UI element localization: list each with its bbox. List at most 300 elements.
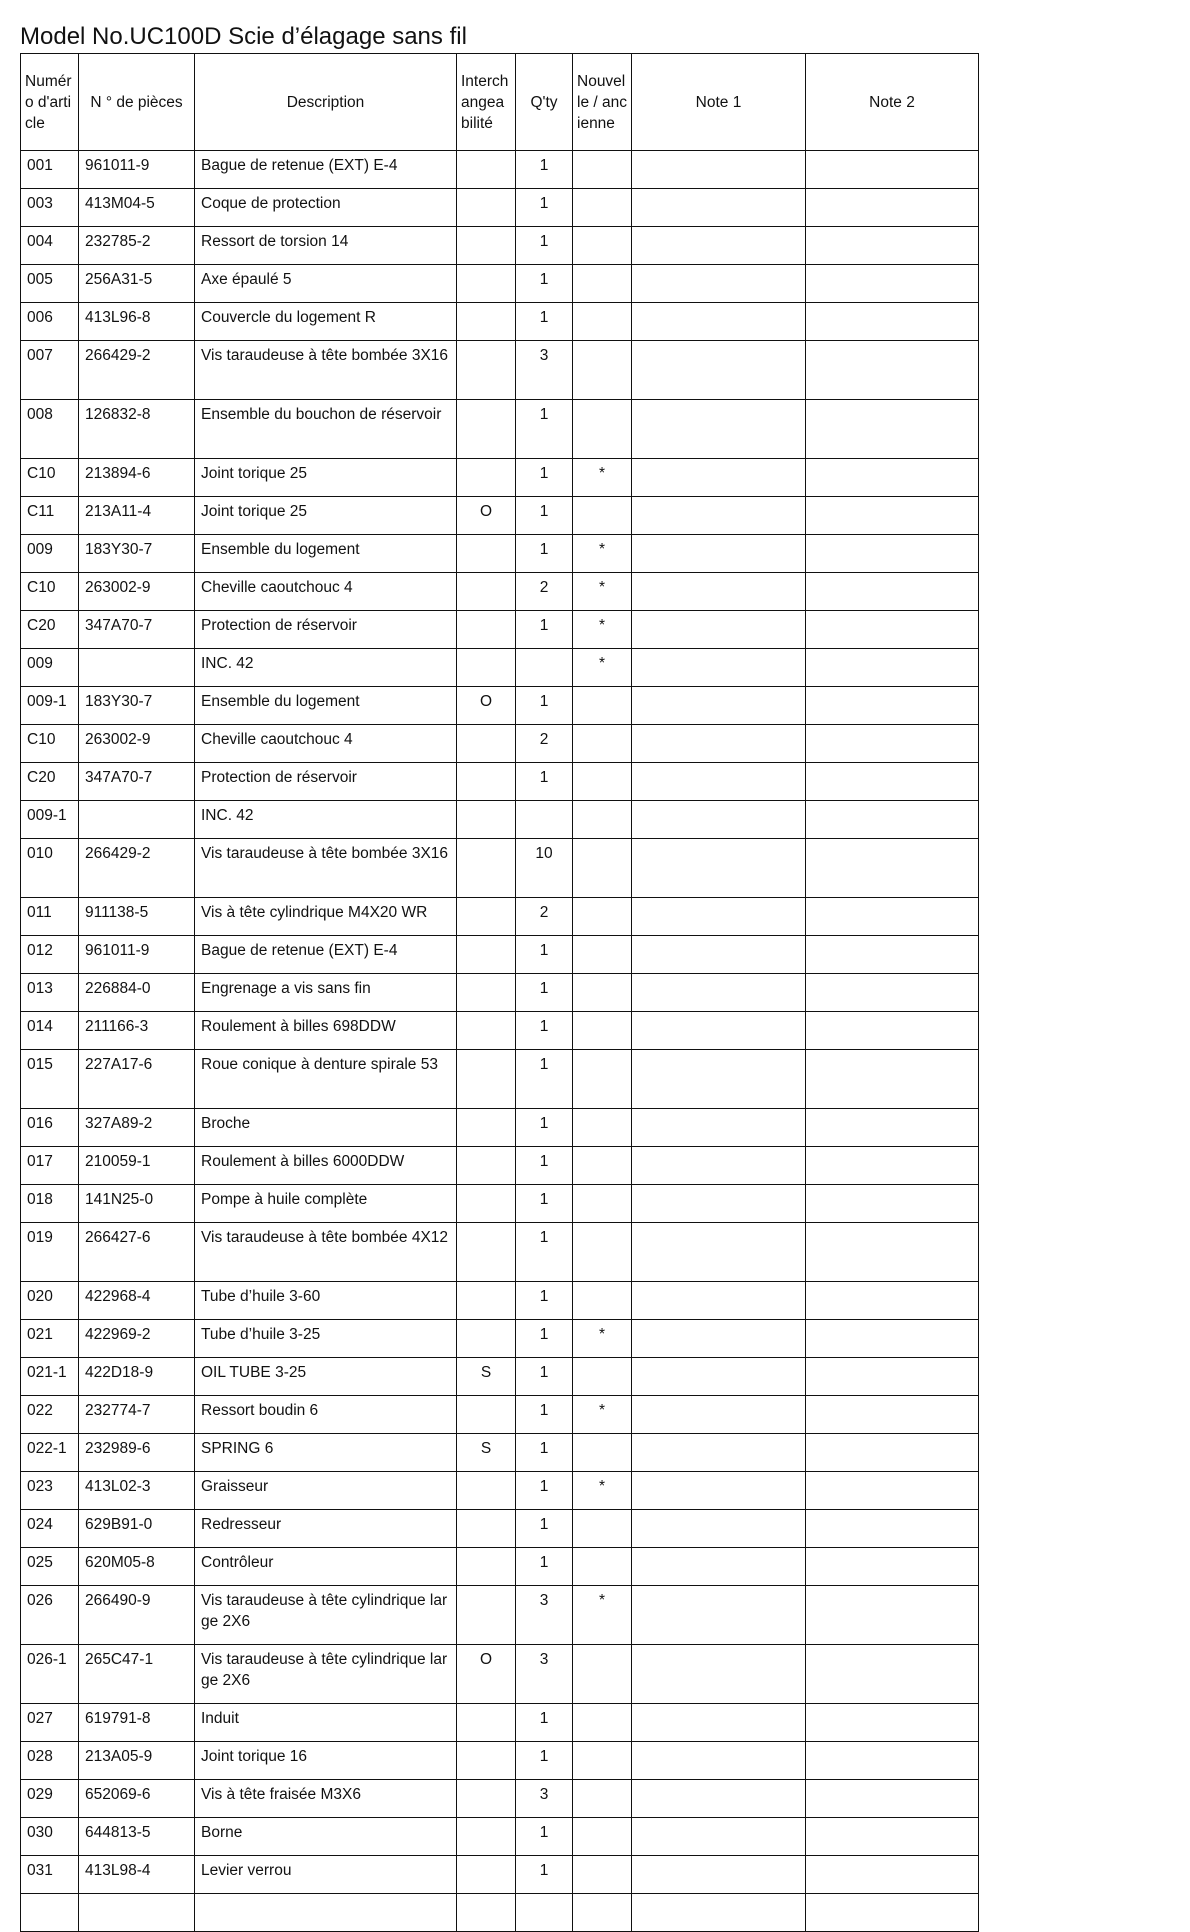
- table-row: [21, 459, 979, 497]
- cell-description: [195, 1894, 457, 1932]
- cell-note-2: [806, 611, 979, 649]
- cell-description: Ressort boudin 6: [195, 1396, 457, 1434]
- table-row: [21, 1012, 979, 1050]
- cell-quantity: 1: [516, 1320, 573, 1358]
- cell-quantity: 1: [516, 1472, 573, 1510]
- cell-interchangeability: [457, 1320, 516, 1358]
- header-item-number: Numéro d'article: [21, 54, 79, 151]
- cell-note-1: [632, 1780, 806, 1818]
- cell-description: Levier verrou: [195, 1856, 457, 1894]
- cell-quantity: 1: [516, 1510, 573, 1548]
- cell-new-old: *: [573, 1586, 632, 1645]
- table-row: [21, 151, 979, 189]
- cell-new-old: [573, 1894, 632, 1932]
- cell-part-number: 263002-9: [79, 573, 195, 611]
- cell-new-old: [573, 1510, 632, 1548]
- cell-item-number: 024: [21, 1510, 79, 1548]
- header-description: Description: [195, 54, 457, 151]
- cell-note-1: [632, 801, 806, 839]
- table-row: [21, 400, 979, 459]
- cell-item-number: 017: [21, 1147, 79, 1185]
- cell-note-2: [806, 1050, 979, 1109]
- table-row: [21, 611, 979, 649]
- cell-new-old: [573, 936, 632, 974]
- cell-description: Joint torique 25: [195, 459, 457, 497]
- cell-note-1: [632, 189, 806, 227]
- cell-quantity: 3: [516, 1586, 573, 1645]
- cell-quantity: 1: [516, 1185, 573, 1223]
- cell-item-number: 021-1: [21, 1358, 79, 1396]
- cell-note-2: [806, 1320, 979, 1358]
- cell-quantity: 3: [516, 1645, 573, 1704]
- cell-part-number: 232774-7: [79, 1396, 195, 1434]
- cell-interchangeability: [457, 303, 516, 341]
- page-title: Model No.UC100D Scie d’élagage sans fil: [20, 23, 467, 50]
- cell-note-1: [632, 1050, 806, 1109]
- cell-note-2: [806, 1510, 979, 1548]
- cell-item-number: 028: [21, 1742, 79, 1780]
- cell-interchangeability: [457, 649, 516, 687]
- cell-quantity: 1: [516, 1434, 573, 1472]
- cell-item-number: 015: [21, 1050, 79, 1109]
- cell-interchangeability: [457, 1109, 516, 1147]
- cell-item-number: 029: [21, 1780, 79, 1818]
- cell-description: Roulement à billes 6000DDW: [195, 1147, 457, 1185]
- cell-item-number: 026: [21, 1586, 79, 1645]
- cell-part-number: 266490-9: [79, 1586, 195, 1645]
- cell-note-2: [806, 1894, 979, 1932]
- header-new-old: Nouvelle / ancienne: [573, 54, 632, 151]
- cell-note-2: [806, 1434, 979, 1472]
- cell-item-number: 022: [21, 1396, 79, 1434]
- cell-description: Ressort de torsion 14: [195, 227, 457, 265]
- table-row: [21, 573, 979, 611]
- cell-new-old: [573, 801, 632, 839]
- cell-description: Contrôleur: [195, 1548, 457, 1586]
- cell-note-2: [806, 189, 979, 227]
- cell-interchangeability: [457, 936, 516, 974]
- cell-interchangeability: [457, 1510, 516, 1548]
- cell-part-number: [79, 649, 195, 687]
- cell-interchangeability: S: [457, 1434, 516, 1472]
- cell-quantity: 1: [516, 1742, 573, 1780]
- cell-item-number: 016: [21, 1109, 79, 1147]
- cell-item-number: 009-1: [21, 687, 79, 725]
- cell-note-1: [632, 1586, 806, 1645]
- cell-quantity: 1: [516, 763, 573, 801]
- cell-note-1: [632, 1742, 806, 1780]
- cell-new-old: [573, 898, 632, 936]
- table-row: [21, 1818, 979, 1856]
- cell-item-number: 022-1: [21, 1434, 79, 1472]
- cell-quantity: 2: [516, 573, 573, 611]
- cell-new-old: [573, 1109, 632, 1147]
- cell-item-number: [21, 1894, 79, 1932]
- cell-description: Roulement à billes 698DDW: [195, 1012, 457, 1050]
- cell-interchangeability: [457, 1396, 516, 1434]
- cell-item-number: 018: [21, 1185, 79, 1223]
- cell-item-number: 005: [21, 265, 79, 303]
- cell-new-old: [573, 1856, 632, 1894]
- cell-new-old: [573, 1050, 632, 1109]
- table-row: [21, 1434, 979, 1472]
- header-quantity: Q'ty: [516, 54, 573, 151]
- cell-item-number: 007: [21, 341, 79, 400]
- cell-quantity: [516, 649, 573, 687]
- cell-new-old: [573, 227, 632, 265]
- cell-interchangeability: [457, 1282, 516, 1320]
- table-row: [21, 1645, 979, 1704]
- cell-new-old: [573, 1742, 632, 1780]
- cell-new-old: [573, 1818, 632, 1856]
- cell-note-1: [632, 341, 806, 400]
- cell-interchangeability: [457, 839, 516, 898]
- cell-description: Redresseur: [195, 1510, 457, 1548]
- table-body: [21, 151, 979, 1932]
- cell-item-number: 009-1: [21, 801, 79, 839]
- table-row: [21, 1396, 979, 1434]
- table-row: [21, 303, 979, 341]
- cell-description: Axe épaulé 5: [195, 265, 457, 303]
- header-note-1: Note 1: [632, 54, 806, 151]
- cell-interchangeability: [457, 1472, 516, 1510]
- cell-note-1: [632, 1282, 806, 1320]
- cell-new-old: [573, 1185, 632, 1223]
- cell-item-number: C10: [21, 725, 79, 763]
- cell-description: Ensemble du logement: [195, 535, 457, 573]
- cell-item-number: 030: [21, 1818, 79, 1856]
- cell-quantity: [516, 1894, 573, 1932]
- cell-item-number: C20: [21, 611, 79, 649]
- cell-note-2: [806, 1586, 979, 1645]
- cell-note-2: [806, 1396, 979, 1434]
- cell-note-1: [632, 974, 806, 1012]
- cell-note-2: [806, 1742, 979, 1780]
- cell-note-1: [632, 151, 806, 189]
- cell-part-number: 347A70-7: [79, 763, 195, 801]
- cell-note-2: [806, 801, 979, 839]
- cell-note-2: [806, 1147, 979, 1185]
- table-row: [21, 898, 979, 936]
- cell-interchangeability: [457, 763, 516, 801]
- cell-part-number: 652069-6: [79, 1780, 195, 1818]
- cell-new-old: *: [573, 459, 632, 497]
- cell-new-old: [573, 151, 632, 189]
- cell-note-2: [806, 1358, 979, 1396]
- cell-new-old: [573, 1434, 632, 1472]
- cell-part-number: 210059-1: [79, 1147, 195, 1185]
- cell-new-old: *: [573, 649, 632, 687]
- cell-item-number: 023: [21, 1472, 79, 1510]
- cell-quantity: 1: [516, 1396, 573, 1434]
- cell-description: Roue conique à denture spirale 53: [195, 1050, 457, 1109]
- cell-note-1: [632, 611, 806, 649]
- cell-note-1: [632, 1856, 806, 1894]
- table-row: [21, 1586, 979, 1645]
- cell-description: INC. 42: [195, 801, 457, 839]
- cell-quantity: 1: [516, 611, 573, 649]
- cell-interchangeability: [457, 189, 516, 227]
- cell-note-1: [632, 1320, 806, 1358]
- cell-interchangeability: [457, 1223, 516, 1282]
- header-interchangeability: Interchangeabilité: [457, 54, 516, 151]
- cell-note-2: [806, 535, 979, 573]
- cell-note-2: [806, 1012, 979, 1050]
- cell-note-2: [806, 936, 979, 974]
- cell-note-2: [806, 341, 979, 400]
- cell-item-number: 027: [21, 1704, 79, 1742]
- table-row: [21, 649, 979, 687]
- cell-note-1: [632, 1185, 806, 1223]
- cell-interchangeability: [457, 974, 516, 1012]
- cell-note-1: [632, 936, 806, 974]
- cell-note-2: [806, 1472, 979, 1510]
- cell-description: Broche: [195, 1109, 457, 1147]
- cell-new-old: [573, 1282, 632, 1320]
- cell-new-old: [573, 265, 632, 303]
- cell-part-number: 644813-5: [79, 1818, 195, 1856]
- cell-interchangeability: [457, 1856, 516, 1894]
- table-row: [21, 1780, 979, 1818]
- header-part-number: N ° de pièces: [79, 54, 195, 151]
- cell-interchangeability: [457, 151, 516, 189]
- cell-interchangeability: [457, 459, 516, 497]
- cell-quantity: 1: [516, 400, 573, 459]
- cell-interchangeability: [457, 898, 516, 936]
- cell-description: Vis taraudeuse à tête cylindrique large 2X6: [195, 1586, 457, 1645]
- cell-quantity: 1: [516, 1282, 573, 1320]
- cell-description: SPRING 6: [195, 1434, 457, 1472]
- table-row: [21, 1894, 979, 1932]
- cell-part-number: 620M05-8: [79, 1548, 195, 1586]
- cell-quantity: 1: [516, 497, 573, 535]
- cell-part-number: 266429-2: [79, 341, 195, 400]
- cell-part-number: 183Y30-7: [79, 687, 195, 725]
- table-row: [21, 1147, 979, 1185]
- cell-quantity: 1: [516, 1818, 573, 1856]
- table-row: [21, 341, 979, 400]
- cell-part-number: 413L98-4: [79, 1856, 195, 1894]
- cell-part-number: 422969-2: [79, 1320, 195, 1358]
- cell-interchangeability: O: [457, 687, 516, 725]
- cell-note-1: [632, 1147, 806, 1185]
- cell-item-number: C10: [21, 459, 79, 497]
- cell-interchangeability: [457, 725, 516, 763]
- cell-quantity: 1: [516, 189, 573, 227]
- cell-interchangeability: [457, 1012, 516, 1050]
- table-row: [21, 801, 979, 839]
- cell-description: Couvercle du logement R: [195, 303, 457, 341]
- cell-note-1: [632, 573, 806, 611]
- cell-description: Ensemble du logement: [195, 687, 457, 725]
- cell-note-1: [632, 1223, 806, 1282]
- table-row: [21, 974, 979, 1012]
- cell-interchangeability: O: [457, 497, 516, 535]
- cell-item-number: 009: [21, 535, 79, 573]
- cell-item-number: 003: [21, 189, 79, 227]
- cell-new-old: [573, 725, 632, 763]
- cell-note-2: [806, 1780, 979, 1818]
- cell-quantity: [516, 801, 573, 839]
- cell-item-number: 011: [21, 898, 79, 936]
- cell-item-number: C10: [21, 573, 79, 611]
- cell-item-number: 004: [21, 227, 79, 265]
- table-row: [21, 1282, 979, 1320]
- table-row: [21, 1548, 979, 1586]
- cell-note-2: [806, 649, 979, 687]
- cell-interchangeability: S: [457, 1358, 516, 1396]
- cell-part-number: 266429-2: [79, 839, 195, 898]
- cell-note-2: [806, 1818, 979, 1856]
- cell-interchangeability: [457, 227, 516, 265]
- cell-note-1: [632, 497, 806, 535]
- cell-note-1: [632, 535, 806, 573]
- cell-description: INC. 42: [195, 649, 457, 687]
- cell-quantity: 1: [516, 535, 573, 573]
- cell-part-number: 232989-6: [79, 1434, 195, 1472]
- cell-quantity: 1: [516, 1358, 573, 1396]
- cell-new-old: [573, 1223, 632, 1282]
- cell-note-2: [806, 1185, 979, 1223]
- cell-new-old: [573, 189, 632, 227]
- cell-part-number: 263002-9: [79, 725, 195, 763]
- cell-part-number: 413L02-3: [79, 1472, 195, 1510]
- cell-item-number: 010: [21, 839, 79, 898]
- cell-item-number: 025: [21, 1548, 79, 1586]
- cell-new-old: [573, 341, 632, 400]
- table-row: [21, 936, 979, 974]
- cell-new-old: [573, 1012, 632, 1050]
- cell-note-2: [806, 265, 979, 303]
- cell-interchangeability: [457, 1185, 516, 1223]
- cell-part-number: 422D18-9: [79, 1358, 195, 1396]
- cell-note-2: [806, 227, 979, 265]
- cell-interchangeability: [457, 1050, 516, 1109]
- cell-item-number: 014: [21, 1012, 79, 1050]
- cell-new-old: [573, 763, 632, 801]
- cell-note-1: [632, 1548, 806, 1586]
- cell-item-number: 001: [21, 151, 79, 189]
- cell-interchangeability: [457, 611, 516, 649]
- cell-description: Bague de retenue (EXT) E-4: [195, 936, 457, 974]
- cell-item-number: C11: [21, 497, 79, 535]
- cell-part-number: 629B91-0: [79, 1510, 195, 1548]
- cell-quantity: 2: [516, 898, 573, 936]
- table-row: [21, 1223, 979, 1282]
- cell-part-number: 413M04-5: [79, 189, 195, 227]
- cell-interchangeability: [457, 801, 516, 839]
- cell-description: Tube d’huile 3-25: [195, 1320, 457, 1358]
- cell-interchangeability: [457, 535, 516, 573]
- cell-item-number: 008: [21, 400, 79, 459]
- cell-quantity: 1: [516, 459, 573, 497]
- cell-new-old: [573, 400, 632, 459]
- table-row: [21, 763, 979, 801]
- cell-description: Joint torique 16: [195, 1742, 457, 1780]
- cell-note-1: [632, 1012, 806, 1050]
- cell-part-number: 213A11-4: [79, 497, 195, 535]
- header-note-2: Note 2: [806, 54, 979, 151]
- cell-item-number: 013: [21, 974, 79, 1012]
- cell-new-old: *: [573, 611, 632, 649]
- cell-part-number: 213A05-9: [79, 1742, 195, 1780]
- cell-note-2: [806, 573, 979, 611]
- cell-item-number: 012: [21, 936, 79, 974]
- cell-description: Vis à tête fraisée M3X6: [195, 1780, 457, 1818]
- cell-quantity: 1: [516, 936, 573, 974]
- cell-description: Engrenage a vis sans fin: [195, 974, 457, 1012]
- cell-part-number: 961011-9: [79, 151, 195, 189]
- table-row: [21, 535, 979, 573]
- cell-interchangeability: [457, 1704, 516, 1742]
- cell-note-2: [806, 1109, 979, 1147]
- cell-note-1: [632, 1472, 806, 1510]
- cell-note-2: [806, 763, 979, 801]
- cell-note-1: [632, 1510, 806, 1548]
- cell-item-number: 006: [21, 303, 79, 341]
- cell-item-number: 031: [21, 1856, 79, 1894]
- cell-note-1: [632, 839, 806, 898]
- cell-description: Vis taraudeuse à tête bombée 3X16: [195, 341, 457, 400]
- cell-quantity: 1: [516, 265, 573, 303]
- cell-new-old: [573, 1645, 632, 1704]
- cell-quantity: 1: [516, 1704, 573, 1742]
- cell-note-2: [806, 898, 979, 936]
- cell-description: Borne: [195, 1818, 457, 1856]
- cell-quantity: 3: [516, 341, 573, 400]
- table-row: [21, 725, 979, 763]
- cell-description: Cheville caoutchouc 4: [195, 573, 457, 611]
- cell-description: Tube d’huile 3-60: [195, 1282, 457, 1320]
- cell-note-1: [632, 1358, 806, 1396]
- cell-new-old: [573, 687, 632, 725]
- cell-interchangeability: [457, 341, 516, 400]
- cell-description: OIL TUBE 3-25: [195, 1358, 457, 1396]
- cell-note-1: [632, 649, 806, 687]
- cell-part-number: 413L96-8: [79, 303, 195, 341]
- cell-note-1: [632, 303, 806, 341]
- cell-item-number: 020: [21, 1282, 79, 1320]
- cell-part-number: 265C47-1: [79, 1645, 195, 1704]
- cell-note-2: [806, 1223, 979, 1282]
- table-row: [21, 1856, 979, 1894]
- cell-new-old: [573, 839, 632, 898]
- cell-new-old: [573, 1147, 632, 1185]
- cell-note-2: [806, 1645, 979, 1704]
- cell-part-number: 422968-4: [79, 1282, 195, 1320]
- table-row: [21, 687, 979, 725]
- table-row: [21, 1472, 979, 1510]
- cell-note-1: [632, 1109, 806, 1147]
- cell-description: Ensemble du bouchon de réservoir: [195, 400, 457, 459]
- cell-item-number: 009: [21, 649, 79, 687]
- cell-interchangeability: [457, 1742, 516, 1780]
- table-row: [21, 1358, 979, 1396]
- cell-description: Protection de réservoir: [195, 763, 457, 801]
- cell-part-number: [79, 801, 195, 839]
- table-row: [21, 1510, 979, 1548]
- cell-description: Coque de protection: [195, 189, 457, 227]
- cell-interchangeability: [457, 1147, 516, 1185]
- cell-quantity: 1: [516, 303, 573, 341]
- cell-item-number: 021: [21, 1320, 79, 1358]
- cell-interchangeability: [457, 1780, 516, 1818]
- table-row: [21, 1704, 979, 1742]
- cell-new-old: *: [573, 1396, 632, 1434]
- table-row: [21, 497, 979, 535]
- cell-new-old: [573, 1780, 632, 1818]
- cell-note-2: [806, 1548, 979, 1586]
